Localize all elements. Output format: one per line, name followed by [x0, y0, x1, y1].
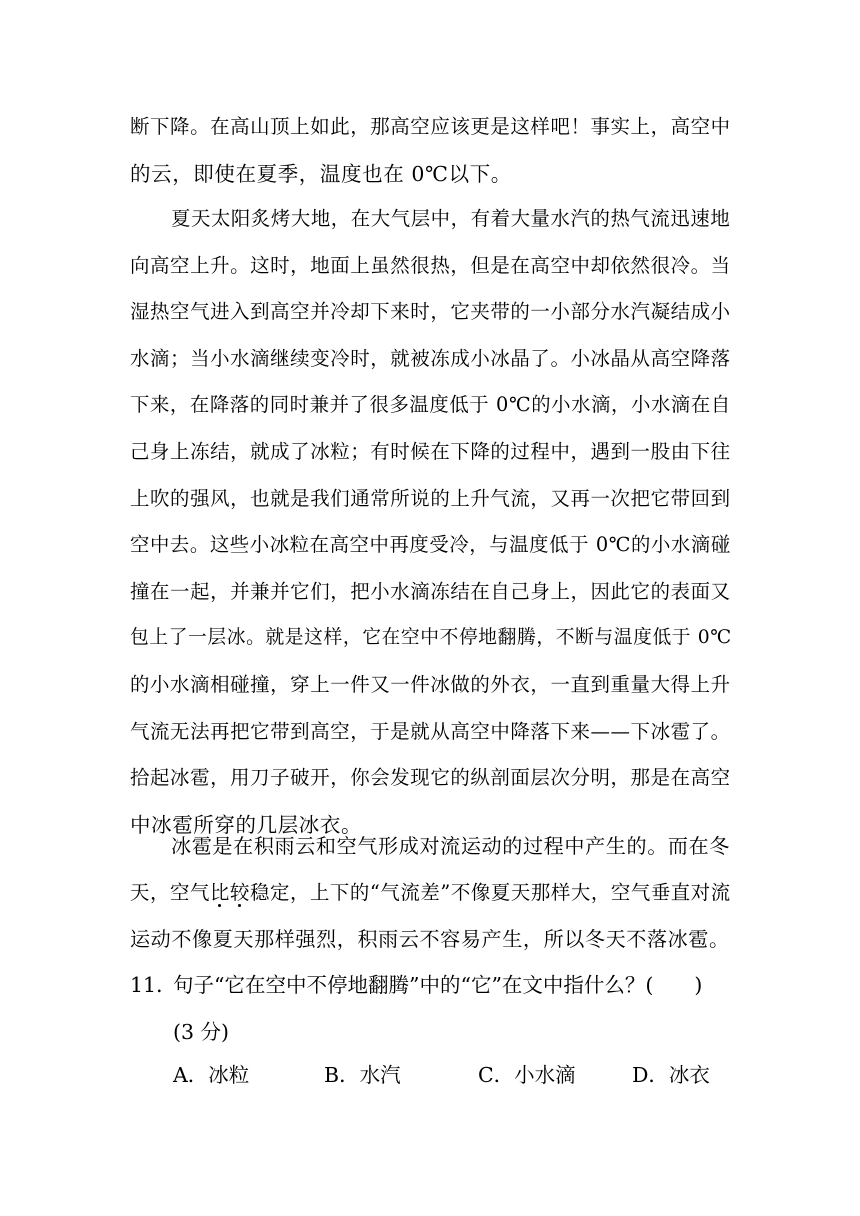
emphasis-dot-char: 较: [229, 880, 250, 904]
passage-line: 中冰雹所穿的几层冰衣。: [130, 812, 363, 837]
answer-options: [173, 1052, 733, 1098]
passage-line: 的云，即使在夏季，温度也在 0℃以下。: [130, 161, 512, 186]
option-b[interactable]: B．水汽: [324, 1063, 401, 1087]
emphasis-dot-char: 比: [209, 880, 230, 904]
passage-line-with-emphasis: [130, 870, 730, 917]
passage-line: 夏天太阳炙烤大地，在大气层中，有着大量水汽的热气流迅速地: [171, 207, 731, 230]
passage-text: 稳定，上下的“气流差”不像夏天那样大，空气垂直对流: [249, 880, 731, 904]
passage-line: 己身上冻结，就成了冰粒；有时候在下降的过程中，遇到一股由下往: [130, 439, 731, 463]
passage-paragraph-winter: [130, 823, 730, 963]
passage-line: 下来，在降落的同时兼并了很多温度低于 0℃的小水滴，小水滴在自: [130, 393, 731, 417]
passage-line: 运动不像夏天那样强烈，积雨云不容易产生，所以冬天不落冰雹。: [130, 927, 730, 952]
passage-line: 包上了一层冰。就是这样，它在空中不停地翻腾，不断与温度低于 0℃: [130, 627, 732, 649]
passage-paragraph-hail-formation: [130, 196, 730, 848]
question-score: (3 分): [173, 1020, 230, 1044]
passage-line: 向高空上升。这时，地面上虽然很热，但是在高空中却依然很冷。当: [130, 253, 731, 277]
passage-line: 上吹的强风，也就是我们通常所说的上升气流，又再一次把它带回到: [130, 486, 731, 510]
passage-line: 拾起冰雹，用刀子破开，你会发现它的纵剖面层次分明，那是在高空: [130, 766, 731, 790]
passage-line: 断下降。在高山顶上如此，那高空应该更是这样吧！事实上，高空中: [130, 115, 731, 138]
option-a[interactable]: A．冰粒: [173, 1063, 250, 1087]
question-number: 11．: [130, 973, 177, 997]
passage-text: 天，空气: [130, 880, 210, 904]
option-c[interactable]: C．小水滴: [478, 1063, 576, 1087]
passage-line: 冰雹是在积雨云和空气形成对流运动的过程中产生的。而在冬: [171, 834, 730, 858]
passage-line: 的小水滴相碰撞，穿上一件又一件冰做的外衣，一直到重量大得上升: [130, 672, 731, 696]
passage-line: 水滴；当小水滴继续变冷时，就被冻成小冰晶了。小冰晶从高空降落: [130, 346, 731, 370]
option-d[interactable]: D．冰衣: [632, 1063, 710, 1087]
passage-line: 气流无法再把它带到高空，于是就从高空中降落下来——下冰雹了。: [130, 719, 731, 743]
passage-line: 撞在一起，并兼并它们，把小水滴冻结在自己身上，因此它的表面又: [130, 579, 731, 603]
question-text: 句子“它在空中不停地翻腾”中的“它”在文中指什么？( ): [173, 973, 703, 997]
passage-paragraph-continued: [130, 104, 730, 197]
passage-line: 空中去。这些小冰粒在高空中再度受冷，与温度低于 0℃的小水滴碰: [130, 533, 731, 557]
passage-line: 湿热空气进入到高空并冷却下来时，它夹带的一小部分水汽凝结成小: [130, 300, 731, 324]
